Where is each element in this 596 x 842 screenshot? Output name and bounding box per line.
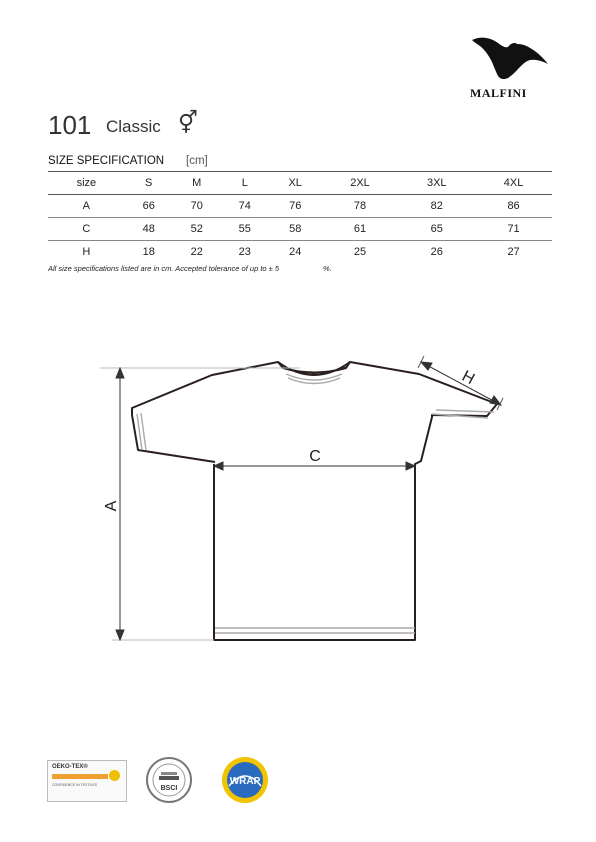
- table-cell: 22: [190, 246, 203, 258]
- dimension-label-c: C: [309, 448, 321, 465]
- table-cell: 58: [289, 223, 302, 235]
- oeko-tex-badge-icon: [109, 770, 120, 781]
- dimension-label-h: H: [459, 367, 478, 389]
- table-cell: 27: [507, 246, 520, 258]
- table-cell: 25: [353, 246, 367, 258]
- table-row: [48, 218, 552, 241]
- table-cell: 55: [238, 223, 251, 235]
- oeko-tex-title: OEKO-TEX®: [52, 764, 88, 770]
- product-code: 101: [48, 110, 92, 140]
- tolerance-note-text: All size specifications listed are in cm. Accepted tolerance of up to ± 5: [48, 264, 280, 273]
- bsci-seal: [145, 756, 193, 804]
- table-cell: 52: [190, 223, 203, 235]
- size-header-3xl: 3XL: [426, 177, 447, 189]
- size-header-m: M: [192, 177, 202, 189]
- wrap-label: WRAP: [229, 776, 261, 787]
- size-header-2xl: 2XL: [350, 177, 370, 189]
- table-row: [48, 195, 552, 218]
- table-cell: 82: [430, 200, 443, 212]
- table-cell: 70: [190, 200, 203, 212]
- table-cell: 78: [353, 200, 367, 212]
- size-spec-title: SIZE SPECIFICATION: [48, 155, 165, 167]
- table-cell: 71: [507, 223, 520, 235]
- tshirt-measurement-diagram: [0, 340, 596, 660]
- table-cell: 23: [238, 246, 251, 258]
- eagle-icon: [470, 34, 554, 84]
- table-cell: 18: [142, 246, 155, 258]
- tolerance-note: [48, 264, 332, 273]
- table-cell: 86: [507, 200, 520, 212]
- size-header-s: S: [145, 177, 153, 189]
- table-cell: 65: [430, 223, 443, 235]
- table-cell: 48: [142, 223, 155, 235]
- table-cell: 74: [238, 200, 251, 212]
- size-table: [48, 171, 552, 263]
- wrap-seal: [221, 756, 269, 804]
- size-header-4xl: 4XL: [503, 177, 524, 189]
- row-label: H: [82, 246, 91, 258]
- unisex-icon: ⚥: [178, 110, 198, 135]
- oeko-tex-label: [47, 760, 127, 802]
- brand-logo: [466, 34, 556, 104]
- tshirt-outline: [132, 362, 497, 640]
- size-header-label: size: [76, 177, 97, 189]
- tolerance-note-suffix: %.: [323, 264, 332, 273]
- bsci-label: BSCI: [160, 785, 178, 792]
- oeko-tex-bar: [52, 774, 108, 779]
- product-name: Classic: [106, 117, 161, 136]
- oeko-tex-text: CONFIDENCE IN TEXTILES: [52, 783, 98, 787]
- size-header-xl: XL: [288, 177, 302, 189]
- table-row: [48, 241, 552, 264]
- size-header-l: L: [241, 177, 248, 189]
- table-cell: 26: [430, 246, 443, 258]
- table-cell: 61: [353, 223, 367, 235]
- size-spec-unit: [cm]: [186, 155, 208, 167]
- table-cell: 24: [289, 246, 302, 258]
- row-label: C: [82, 223, 91, 235]
- dimension-label-a: A: [103, 500, 120, 512]
- brand-name: MALFINI: [470, 86, 527, 100]
- size-table-header: [48, 172, 552, 195]
- row-label: A: [82, 200, 91, 212]
- table-cell: 66: [142, 200, 155, 212]
- table-cell: 76: [289, 200, 302, 212]
